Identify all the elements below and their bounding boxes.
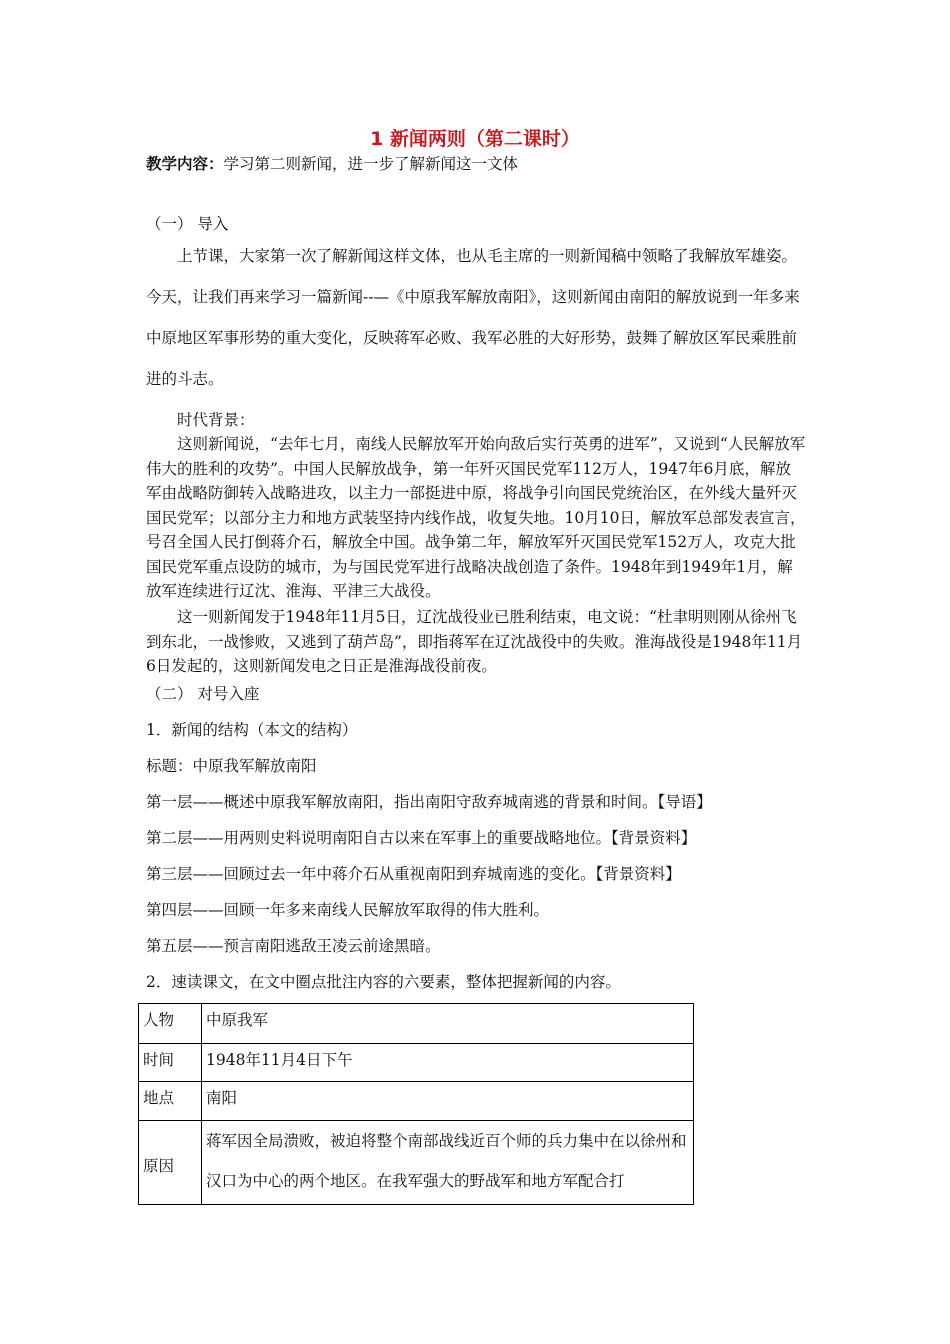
layer-2: 第二层——用两则史料说明南阳自古以来在军事上的重要战略地位。【背景资料】 xyxy=(146,829,697,847)
headline-line: 标题：中原我军解放南阳 xyxy=(146,757,317,775)
intro-paragraph: 上节课，大家第一次了解新闻这样文体，也从毛主席的一则新闻稿中领略了我解放军雄姿。今天，让我们再来学习一篇新闻--—《中原我军解放南阳》，这则新闻由南阳的解放说到一年多来中原地区军事形势的重大变化，反映蒋军必败、我军必胜的大好形势，鼓舞了解放区军民乘胜前进的斗志。 xyxy=(146,247,800,388)
section-1-heading: （一） 导入 xyxy=(146,215,229,233)
teaching-content-label: 教学内容： xyxy=(146,155,224,173)
layer-1: 第一层——概述中原我军解放南阳，指出南阳守敌弃城南逃的背景和时间。【导语】 xyxy=(146,793,712,811)
table-value: 蒋军因全局溃败，被迫将整个南部战线近百个师的兵力集中在以徐州和汉口为中心的两个地区。在我军强大的野战军和地方军配合打 xyxy=(202,1121,694,1205)
table-key: 时间 xyxy=(139,1044,202,1082)
teaching-content-text: 学习第二则新闻，进一步了解新闻这一文体 xyxy=(223,155,519,173)
table-row xyxy=(139,1121,694,1205)
teaching-content xyxy=(146,154,518,174)
table-key: 地点 xyxy=(139,1082,202,1121)
table-row xyxy=(139,1082,694,1121)
page-title: 1 新闻两则（第二课时） xyxy=(370,128,580,150)
speed-read-item: 2．速读课文，在文中圈点批注内容的六要素，整体把握新闻的内容。 xyxy=(146,973,621,991)
table-value: 1948年11月4日下午 xyxy=(202,1044,694,1082)
table-key: 原因 xyxy=(139,1121,202,1205)
layer-5: 第五层——预言南阳逃敌王凌云前途黑暗。 xyxy=(146,937,441,955)
layer-4: 第四层——回顾一年多来南线人民解放军取得的伟大胜利。 xyxy=(146,901,550,919)
background-paragraph-1: 这则新闻说，“去年七月，南线人民解放军开始向敌后实行英勇的进军”，又说到“人民解放军伟大的胜利的攻势”。中国人民解放战争，第一年歼灭国民党军112万人，1947年6月底，解放军由战略防御转入战略进攻，以主力一部挺进中原，将战争引向国民党统治区，在外线大量歼灭国民党军；以部分主力和地方武装坚持内线作战，收复失地。10月10日，解放军总部发表宣言，号召全国人民打倒蒋介石，解放全中国。战争第二年，解放军歼灭国民党军152万人，攻克大批国民党军重点设防的城市，为与国民党军进行战略决战创造了条件。1948年到1949年1月，解放军连续进行辽沈、淮海、平津三大战役。 xyxy=(146,435,806,600)
news-elements-table xyxy=(138,1003,694,1205)
table-key: 人物 xyxy=(139,1004,202,1044)
table-value: 南阳 xyxy=(202,1082,694,1121)
table-row xyxy=(139,1004,694,1044)
section-2-heading: （二） 对号入座 xyxy=(146,685,260,703)
layer-3: 第三层——回顾过去一年中蒋介石从重视南阳到弃城南逃的变化。【背景资料】 xyxy=(146,865,681,883)
background-label: 时代背景： xyxy=(177,411,255,429)
table-value: 中原我军 xyxy=(202,1004,694,1044)
table-row xyxy=(139,1044,694,1082)
background-paragraph-2: 这一则新闻发于1948年11月5日，辽沈战役业已胜利结束，电文说：“杜聿明则刚从徐州飞到东北，一战惨败，又逃到了葫芦岛”，即指蒋军在辽沈战役中的失败。淮海战役是1948年11月6日发起的，这则新闻发电之日正是淮海战役前夜。 xyxy=(146,608,803,675)
structure-item: 1．新闻的结构（本文的结构） xyxy=(146,721,358,739)
